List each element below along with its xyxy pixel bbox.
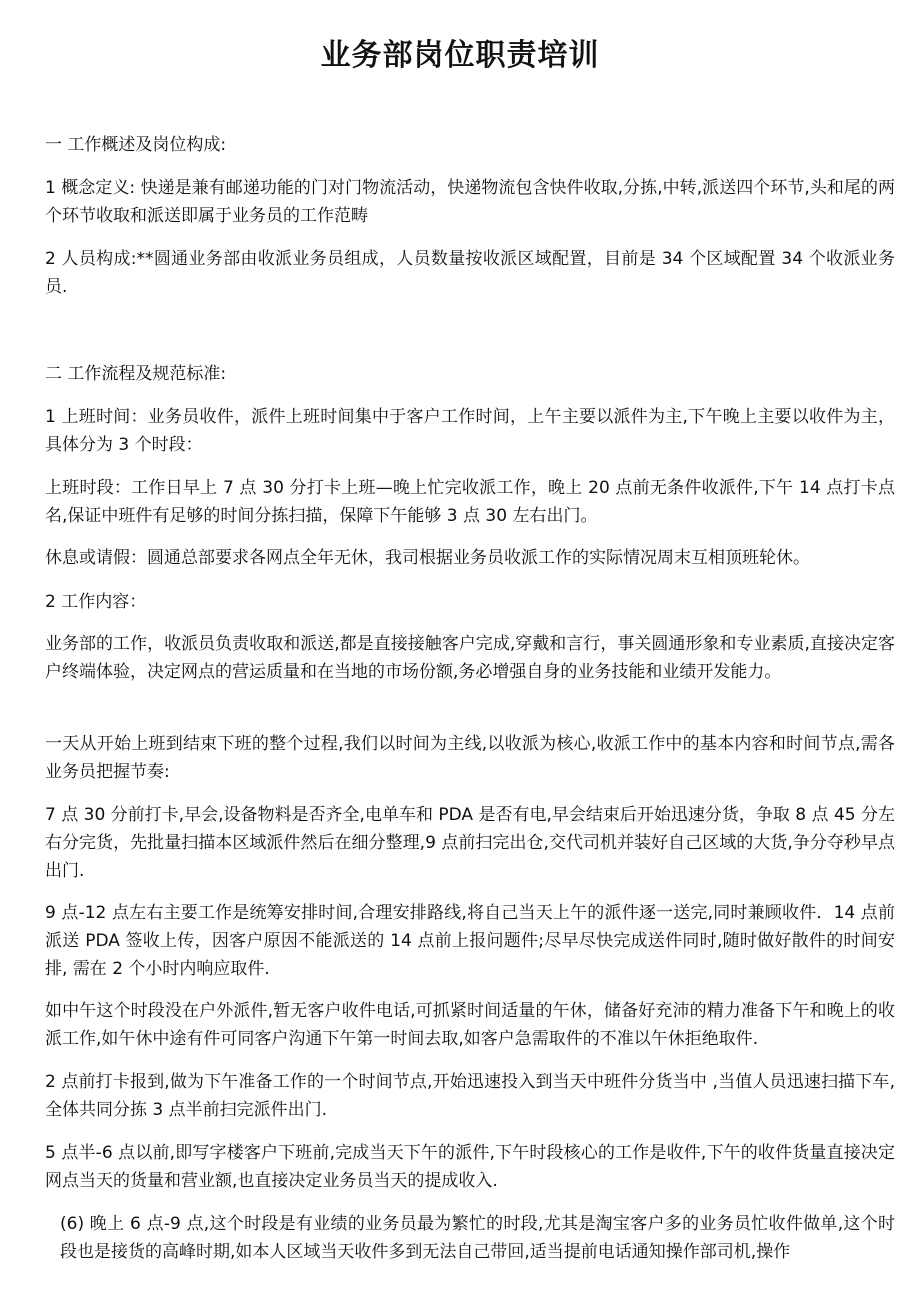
paragraph: 2 点前打卡报到,做为下午准备工作的一个时间节点,开始迅速投入到当天中班件分货当中 ,当值人员迅速扫描下车,全体共同分拣 3 点半前扫完派件出门. xyxy=(45,1072,895,1120)
document-title: 业务部岗位职责培训 xyxy=(320,38,600,73)
paragraph: 业务部的工作，收派员负责收取和派送,都是直接接触客户完成,穿戴和言行，事关圆通形象和专业素质,直接决定客户终端体验，决定网点的营运质量和在当地的市场份额,务必增强自身的业务技能和业绩开发能力。 xyxy=(45,634,895,682)
paragraph: 上班时段：工作日早上 7 点 30 分打卡上班—晚上忙完收派工作，晚上 20 点前无条件收派件,下午 14 点打卡点名,保证中班件有足够的时间分拣扫描，保障下午能够 3 点 30 左右出门。 xyxy=(45,478,895,526)
paragraph: 5 点半-6 点以前,即写字楼客户下班前,完成当天下午的派件,下午时段核心的工作是收件,下午的收件货量直接决定网点当天的货量和营业额,也直接决定业务员当天的提成收入. xyxy=(45,1143,895,1191)
section-heading-1: 一 工作概述及岗位构成: xyxy=(45,135,227,155)
paragraph: 2 人员构成:**圆通业务部由收派业务员组成，人员数量按收派区域配置，目前是 34 个区域配置 34 个收派业务员. xyxy=(45,249,895,297)
paragraph: 1 概念定义: 快递是兼有邮递功能的门对门物流活动，快递物流包含快件收取,分拣,中转,派送四个环节,头和尾的两个环节收取和派送即属于业务员的工作范畴 xyxy=(45,178,895,226)
paragraph: 9 点-12 点左右主要工作是统筹安排时间,合理安排路线,将自己当天上午的派件逐一送完,同时兼顾收件．14 点前派送 PDA 签收上传，因客户原因不能派送的 14 点前上报问题件;尽早尽快完成送件同时,随时做好散件的时间安排, 需在 2 个小时内响应取件. xyxy=(45,903,895,979)
paragraph: 1 上班时间：业务员收件，派件上班时间集中于客户工作时间，上午主要以派件为主,下午晚上主要以收件为主，具体分为 3 个时段： xyxy=(45,407,895,455)
paragraph: 一天从开始上班到结束下班的整个过程,我们以时间为主线,以收派为核心,收派工作中的基本内容和时间节点,需各业务员把握节奏: xyxy=(45,734,895,782)
sub-heading: 2 工作内容： xyxy=(45,592,147,612)
paragraph: 休息或请假：圆通总部要求各网点全年无休，我司根据业务员收派工作的实际情况周末互相顶班轮休。 xyxy=(45,548,810,568)
paragraph: 如中午这个时段没在户外派件,暂无客户收件电话,可抓紧时间适量的午休，储备好充沛的精力准备下午和晚上的收派工作,如午休中途有件可同客户沟通下午第一时间去取,如客户急需取件的不准以午休拒绝取件. xyxy=(45,1001,895,1049)
paragraph: 7 点 30 分前打卡,早会,设备物料是否齐全,电单车和 PDA 是否有电,早会结束后开始迅速分货，争取 8 点 45 分左右分完货，先批量扫描本区域派件然后在细分整理,9 点前扫完出仓,交代司机并装好自己区域的大货,争分夺秒早点出门. xyxy=(45,805,895,881)
section-heading-2: 二 工作流程及规范标准: xyxy=(45,364,227,384)
paragraph: (6) 晚上 6 点-9 点,这个时段是有业绩的业务员最为繁忙的时段,尤其是淘宝客户多的业务员忙收件做单,这个时段也是接货的高峰时期,如本人区域当天收件多到无法自己带回,适当提前电话通知操作部司机,操作 xyxy=(60,1214,895,1262)
